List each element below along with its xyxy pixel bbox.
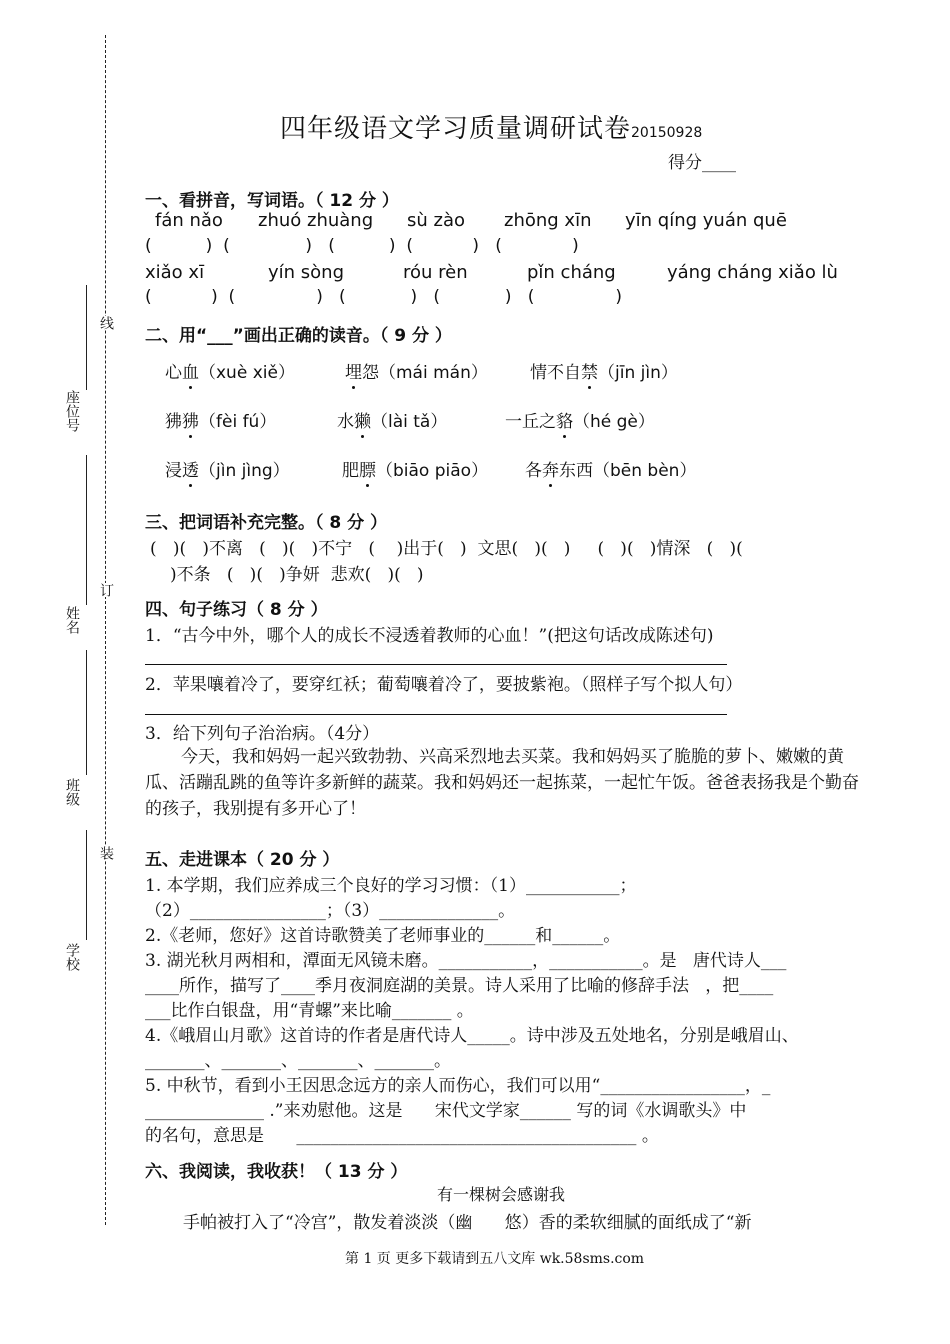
textbook-question-3c[interactable]: ___比作白银盘，用“青螺”来比喻_______ 。	[145, 1001, 474, 1021]
pinyin-4: zhōng xīn	[504, 210, 592, 231]
binding-underline-school	[86, 830, 87, 940]
reading-item-3[interactable]: 情不自禁（jīn jìn）	[530, 363, 678, 383]
section-6-title: 六、我阅读，我收获！（ 13 分 ）	[145, 1162, 408, 1182]
binding-underline-class	[86, 650, 87, 775]
pinyin-6: xiǎo xī	[145, 262, 205, 283]
reading-item-5[interactable]: 水獭（lài tǎ）	[337, 412, 448, 432]
sentence-question-2: 2．苹果嚷着冷了，要穿红袄；葡萄嚷着冷了，要披紫袍。（照样子写个拟人句）	[145, 675, 743, 695]
pinyin-8: róu rèn	[403, 262, 468, 283]
pinyin-3: sù zào	[407, 210, 465, 231]
section-3-title: 三、把词语补充完整。（ 8 分 ）	[145, 513, 388, 533]
reading-item-1[interactable]: 心血（xuè xiě）	[165, 363, 295, 383]
page-title: 四年级语文学习质量调研试卷20150928	[280, 114, 703, 144]
binding-label-order: 订	[98, 583, 114, 597]
reading-item-9[interactable]: 各奔东西（bēn bèn）	[525, 461, 697, 481]
binding-label-line: 线	[98, 316, 114, 330]
idiom-blanks-line-2[interactable]: )不条 ( )( )争妍 悲欢( )( )	[170, 565, 424, 585]
binding-label-school: 学校	[64, 943, 80, 971]
pinyin-10: yáng cháng xiǎo lù	[667, 262, 838, 283]
section-2-title: 二、用“___”画出正确的读音。（ 9 分 ）	[145, 326, 452, 346]
textbook-question-5b[interactable]: ______________ .”来劝慰他。这是 宋代文学家______ 写的词《水调歌头》中	[145, 1101, 747, 1121]
section-4-title: 四、句子练习（ 8 分 ）	[145, 600, 328, 620]
section-5-title: 五、走进课本（ 20 分 ）	[145, 850, 340, 870]
sentence-question-1: 1．“古今中外，哪个人的成长不浸透着教师的心血！”(把这句话改成陈述句)	[145, 626, 714, 646]
answer-line-2[interactable]	[145, 714, 727, 715]
story-title: 有一棵树会感谢我	[437, 1185, 566, 1204]
pinyin-9: pǐn cháng	[527, 262, 616, 283]
answer-line-1[interactable]	[145, 664, 727, 665]
exam-date: 20150928	[631, 125, 703, 141]
binding-underline-name	[86, 455, 87, 605]
textbook-question-4b[interactable]: _______、_______、_______、_______。	[145, 1051, 451, 1071]
sentence-question-3: 3．给下列句子治治病。（4分）	[145, 724, 380, 744]
reading-item-7[interactable]: 浸透（jìn jìng）	[165, 461, 290, 481]
score-field: 得分____	[668, 153, 736, 173]
binding-label-bind: 装	[98, 846, 114, 860]
binding-label-name: 姓名	[64, 606, 80, 634]
reading-item-4[interactable]: 狒狒（fèi fú）	[165, 412, 277, 432]
binding-label-seat: 座位号	[64, 390, 80, 432]
reading-item-6[interactable]: 一丘之貉（hé gè）	[505, 412, 655, 432]
pinyin-1: fán nǎo	[155, 210, 223, 231]
textbook-question-1b[interactable]: （2）________________；（3）______________。	[145, 901, 516, 921]
pinyin-2: zhuó zhuàng	[258, 210, 374, 231]
story-line-1: 手帕被打入了“冷宫”，散发着淡淡（幽 悠）香的柔软细腻的面纸成了“新	[183, 1213, 752, 1233]
reading-item-8[interactable]: 肥膘（biāo piāo）	[342, 461, 489, 481]
binding-underline-seat	[86, 285, 87, 390]
textbook-question-3a[interactable]: 3. 湖光秋月两相和，潭面无风镜未磨。___________，___________。是 唐代诗人___	[145, 951, 787, 971]
binding-dashed-line	[105, 35, 106, 1225]
sick-sentence-passage: 今天，我和妈妈一起兴致勃勃、兴高采烈地去买菜。我和妈妈买了脆脆的萝卜、嫩嫩的黄瓜、活蹦乱跳的鱼等许多新鲜的蔬菜。我和妈妈还一起拣菜，一起忙午饭。爸爸表扬我是个勤奋的孩子，我别提有多开心了！	[145, 747, 859, 819]
section-1-title: 一、看拼音，写词语。（ 12 分 ）	[145, 191, 399, 211]
answer-blanks-row-2[interactable]: ( ) ( ) ( ) ( ) ( )	[145, 287, 623, 307]
pinyin-5: yīn qíng yuán quē	[625, 210, 787, 231]
textbook-question-4a[interactable]: 4.《峨眉山月歌》这首诗的作者是唐代诗人_____。诗中涉及五处地名，分别是峨眉山、	[145, 1026, 799, 1046]
textbook-question-2[interactable]: 2.《老师，您好》这首诗歌赞美了老师事业的______和______。	[145, 926, 621, 946]
answer-blanks-row-1[interactable]: ( ) ( ) ( ) ( ) ( )	[145, 236, 579, 256]
textbook-question-5a[interactable]: 5. 中秋节，看到小王因思念远方的亲人而伤心，我们可以用“_________________，_	[145, 1076, 771, 1096]
textbook-question-5c[interactable]: 的名句，意思是 ________________________________________ 。	[145, 1126, 659, 1146]
textbook-question-1a[interactable]: 1. 本学期，我们应养成三个良好的学习习惯：（1）___________；	[145, 876, 637, 896]
textbook-question-3b[interactable]: ____所作，描写了____季月夜洞庭湖的美景。诗人采用了比喻的修辞手法 ，把____	[145, 976, 774, 996]
pinyin-7: yín sòng	[268, 262, 345, 283]
reading-item-2[interactable]: 埋怨（mái mán）	[345, 363, 488, 383]
binding-label-class: 班级	[64, 778, 80, 806]
idiom-blanks-line-1[interactable]: ( )( )不离 ( )( )不宁 ( )出于( ) 文思( )( ) ( )( )情深 ( )(	[150, 539, 743, 559]
page-footer: 第 1 页 更多下载请到五八文库 wk.58sms.com	[345, 1251, 645, 1267]
